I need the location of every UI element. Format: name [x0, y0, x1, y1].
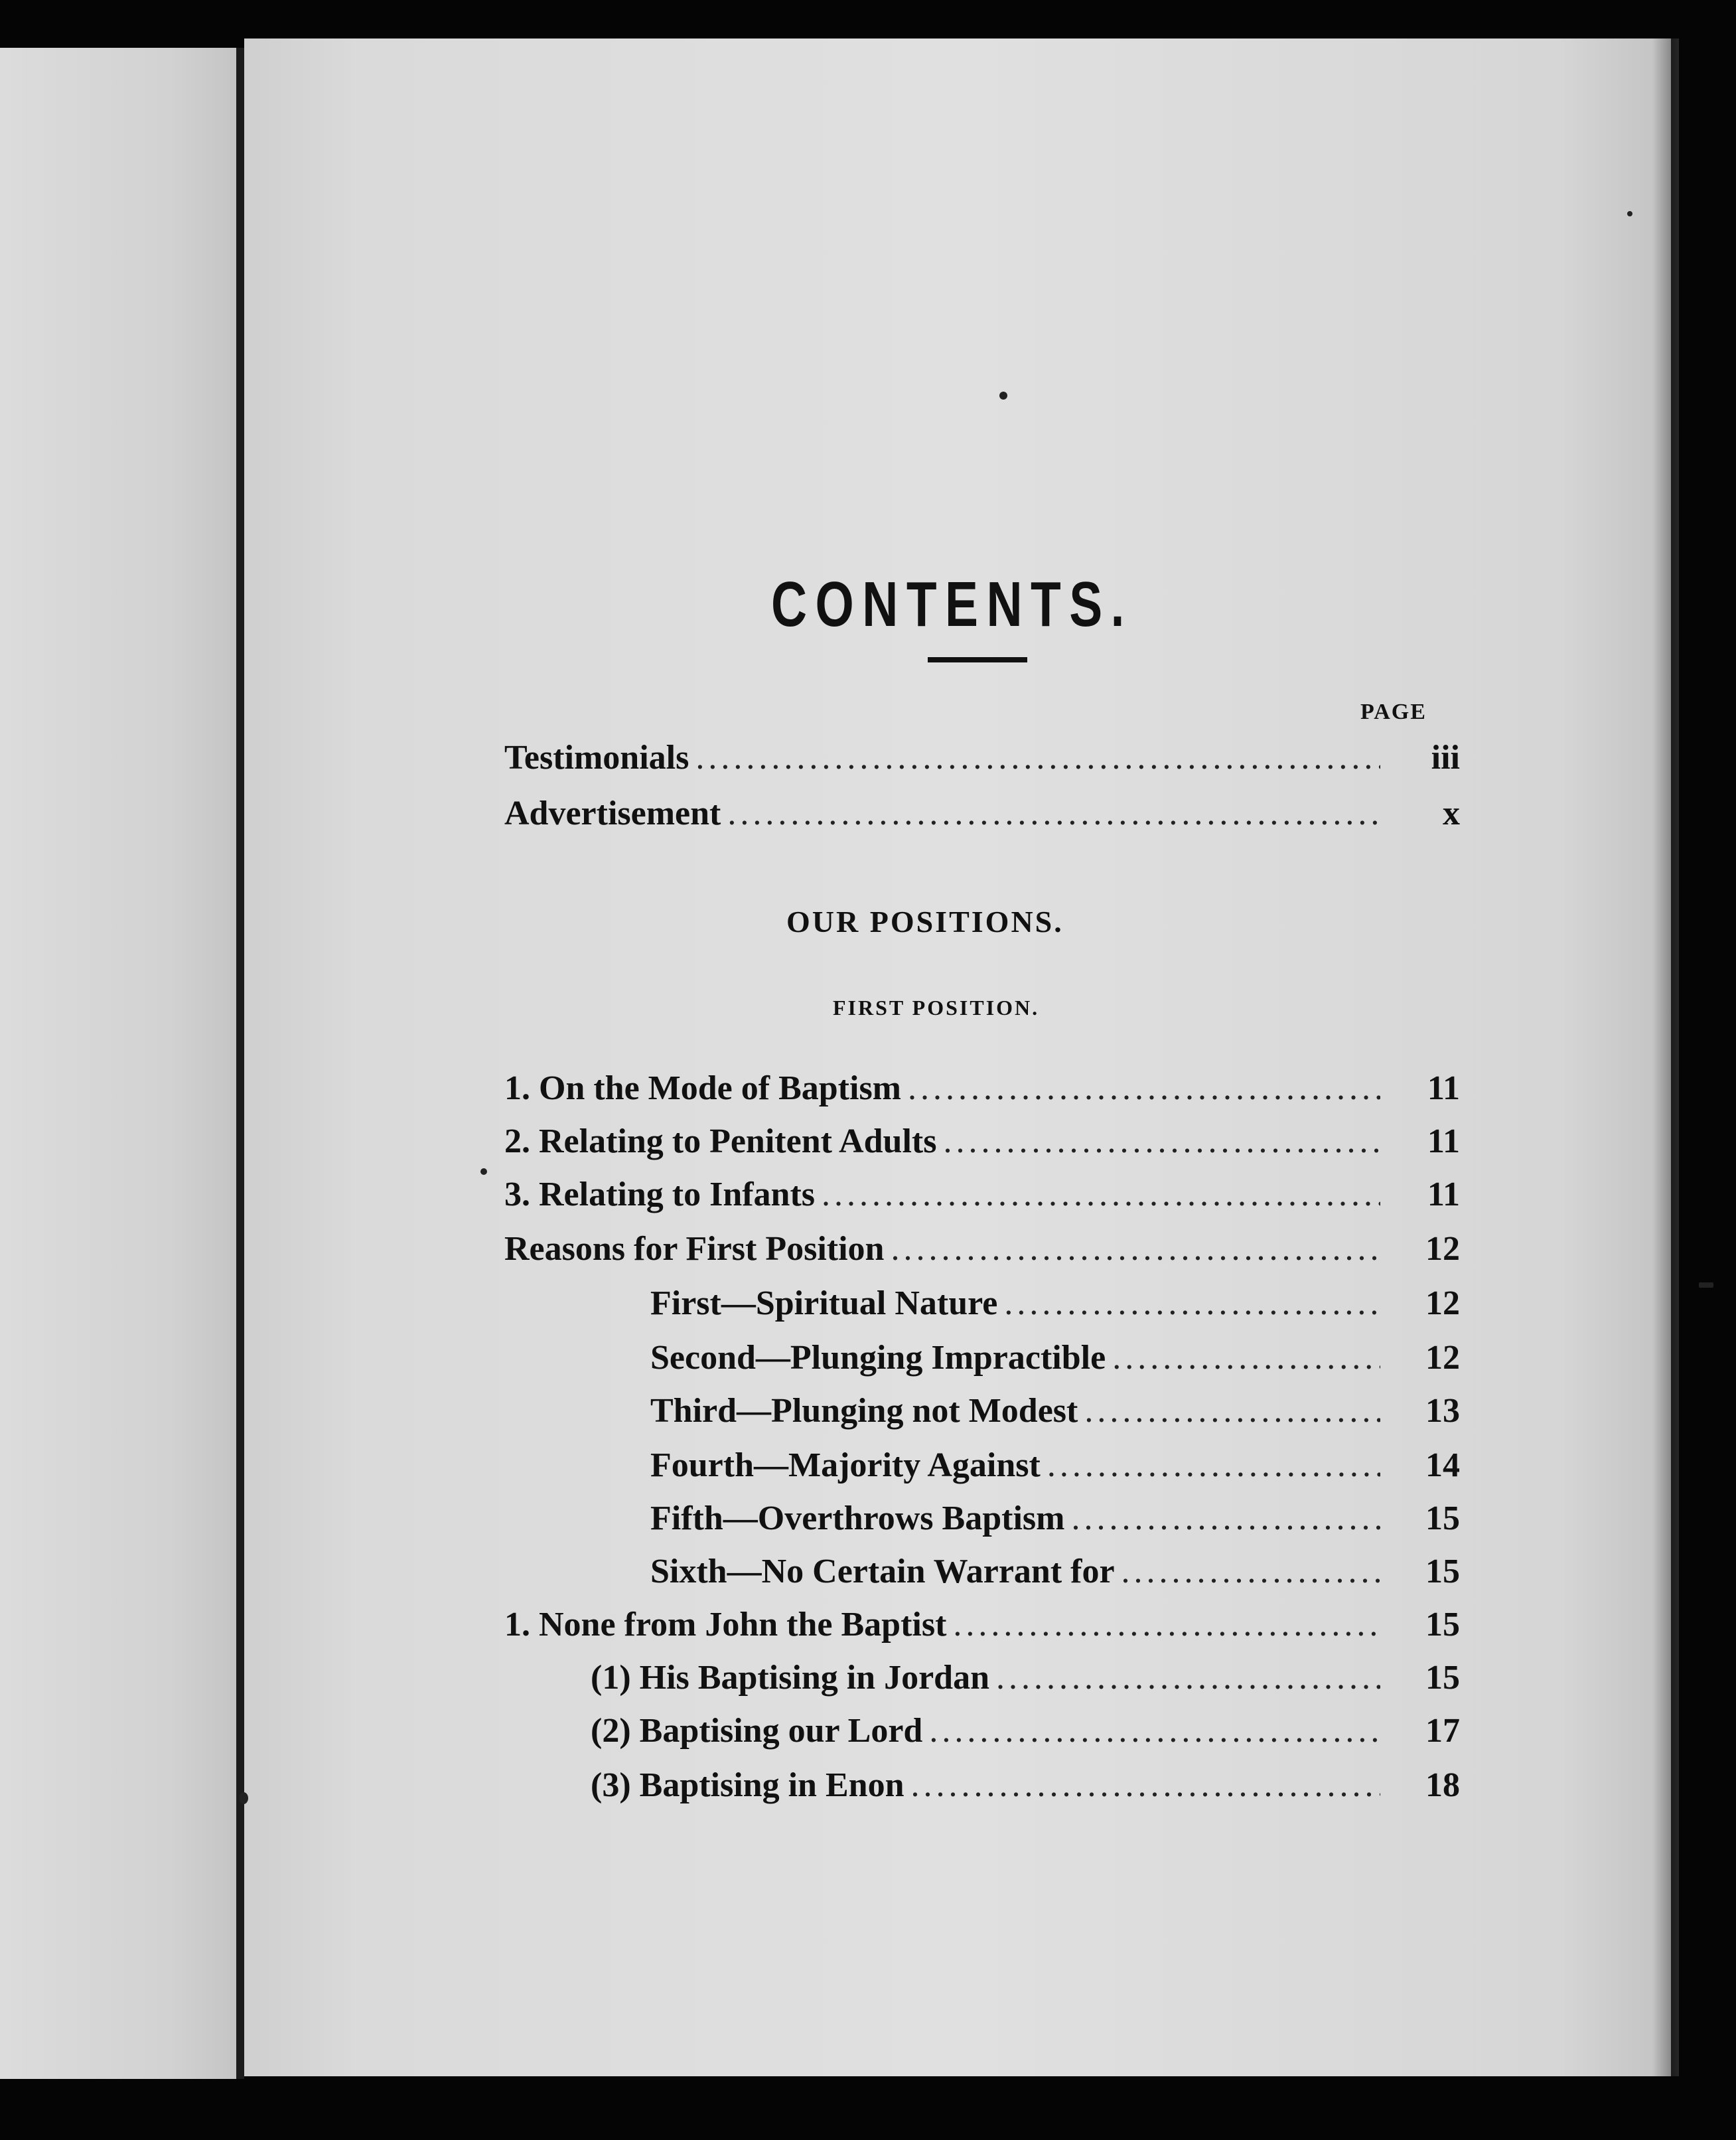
film-speck — [239, 1792, 248, 1804]
toc-entry-label: Fourth—Majority Against — [650, 1446, 1041, 1484]
subsection-heading: FIRST POSITION. — [833, 996, 1040, 1020]
toc-entry — [504, 794, 1460, 836]
toc-entry-label: (2) Baptising our Lord — [591, 1712, 923, 1750]
toc-entry-page: 14 — [1425, 1446, 1460, 1484]
toc-entry-label: 1. None from John the Baptist — [504, 1606, 947, 1643]
dot-leader — [891, 1229, 1380, 1268]
toc-entry-label: Reasons for First Position — [504, 1230, 885, 1268]
toc-entry-page: 13 — [1425, 1392, 1460, 1430]
page-title: CONTENTS. — [771, 569, 1133, 641]
page-column-header: PAGE — [1360, 700, 1427, 724]
toc-entry — [504, 738, 1460, 781]
dot-leader — [822, 1175, 1380, 1214]
toc-entry — [650, 1446, 1460, 1488]
toc-entry-page: 18 — [1425, 1766, 1460, 1804]
toc-entry-label: Advertisement — [504, 795, 721, 832]
dot-leader — [1112, 1338, 1380, 1377]
toc-entry-page: 12 — [1425, 1230, 1460, 1268]
toc-entry — [650, 1284, 1460, 1326]
film-speck — [1699, 1282, 1713, 1288]
toc-entry-label: 3. Relating to Infants — [504, 1176, 816, 1213]
toc-entry — [504, 1229, 1460, 1272]
toc-entry — [591, 1658, 1460, 1701]
dot-leader — [911, 1766, 1381, 1805]
toc-entry-page: 15 — [1425, 1659, 1460, 1697]
dot-leader — [1084, 1391, 1380, 1430]
toc-entry-label: Third—Plunging not Modest — [650, 1392, 1078, 1430]
toc-entry — [650, 1552, 1460, 1594]
dot-leader — [908, 1069, 1380, 1108]
dot-leader — [1047, 1446, 1380, 1485]
toc-entry-label: 1. On the Mode of Baptism — [504, 1069, 901, 1107]
toc-entry-page: 12 — [1425, 1339, 1460, 1377]
dot-leader — [727, 794, 1380, 833]
dot-leader — [953, 1605, 1380, 1644]
film-speck — [999, 392, 1007, 400]
title-rule — [928, 657, 1027, 662]
dot-leader — [695, 738, 1380, 777]
dot-leader — [1004, 1284, 1380, 1323]
toc-entry — [650, 1338, 1460, 1381]
toc-entry-label: 2. Relating to Penitent Adults — [504, 1122, 937, 1160]
dot-leader — [1071, 1499, 1380, 1538]
toc-entry-page: iii — [1431, 739, 1460, 777]
left-page — [0, 48, 240, 2079]
toc-entry-page: 17 — [1425, 1712, 1460, 1750]
section-heading: OUR POSITIONS. — [786, 905, 1064, 939]
toc-entry — [504, 1605, 1460, 1647]
dot-leader — [1121, 1552, 1380, 1591]
toc-entry — [504, 1069, 1460, 1111]
toc-entry — [591, 1711, 1460, 1754]
toc-entry-page: 11 — [1427, 1122, 1460, 1160]
film-speck — [1627, 211, 1632, 216]
toc-entry-label: (1) His Baptising in Jordan — [591, 1659, 990, 1697]
page-edge-shadow — [1652, 38, 1679, 2076]
toc-entry-page: x — [1443, 795, 1460, 832]
toc-entry-label: (3) Baptising in Enon — [591, 1766, 904, 1804]
toc-entry-label: Testimonials — [504, 739, 689, 777]
toc-entry — [650, 1391, 1460, 1434]
toc-entry-label: Fifth—Overthrows Baptism — [650, 1499, 1065, 1537]
dot-leader — [943, 1122, 1380, 1161]
toc-entry-page: 15 — [1425, 1606, 1460, 1643]
toc-entry-label: Sixth—No Certain Warrant for — [650, 1553, 1115, 1590]
toc-entry-page: 12 — [1425, 1284, 1460, 1322]
toc-entry-page: 15 — [1425, 1499, 1460, 1537]
toc-entry-page: 11 — [1427, 1176, 1460, 1213]
binding-gutter — [236, 48, 244, 2079]
toc-entry — [650, 1499, 1460, 1541]
toc-entry — [591, 1766, 1460, 1808]
toc-entry — [504, 1122, 1460, 1164]
toc-entry-label: First—Spiritual Nature — [650, 1284, 998, 1322]
film-speck — [480, 1168, 487, 1175]
dot-leader — [929, 1711, 1380, 1750]
toc-entry-page: 15 — [1425, 1553, 1460, 1590]
dot-leader — [996, 1658, 1380, 1697]
toc-entry-label: Second—Plunging Impractible — [650, 1339, 1106, 1377]
toc-entry-page: 11 — [1427, 1069, 1460, 1107]
toc-entry — [504, 1175, 1460, 1217]
